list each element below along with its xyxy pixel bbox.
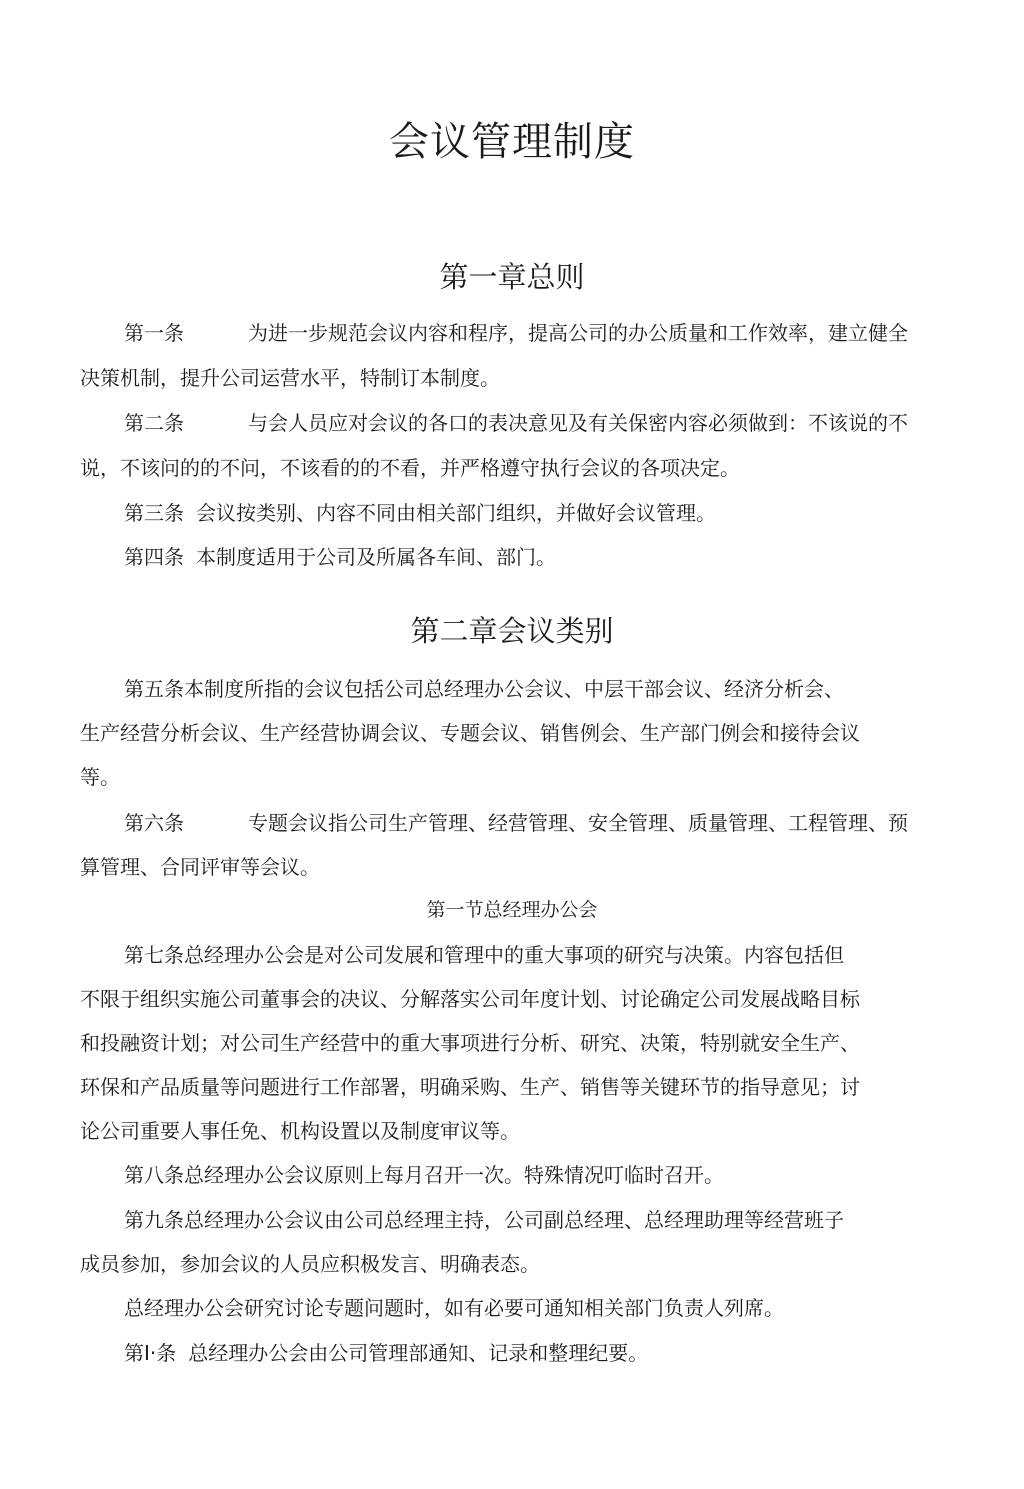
article-3-label: 第三条 (124, 501, 184, 525)
article-8: 第八条总经理办公会议原则上每月召开一次。特殊情况叮临时召开。 (124, 1163, 724, 1187)
article-3 (124, 498, 716, 528)
article-5-line-1: 第五条本制度所指的会议包括公司总经理办公会议、中层干部会议、经济分析会、 (124, 677, 844, 701)
article-2-line-1 (124, 408, 908, 438)
article-1-label: 第一条 (124, 321, 184, 345)
article-6-line-2: 算管理、合同评审等会议。 (80, 855, 320, 879)
article-7-line-1: 第七条总经理办公会是对公司发展和管理中的重大事项的研究与决策。内容包括但 (124, 943, 844, 967)
article-9-line-2: 成员参加，参加会议的人员应积极发言、明确表态。 (80, 1252, 540, 1276)
article-1-text: 为进一步规范会议内容和程序，提高公司的办公质量和工作效率，建立健全 (248, 321, 908, 345)
article-9-line-1: 第九条总经理办公会议由公司总经理主持，公司副总经理、总经理助理等经营班子 (124, 1208, 844, 1232)
chapter-1-title: 第一章总则 (439, 260, 585, 294)
article-10-label: 第I·条 (124, 1341, 177, 1365)
article-3-text: 会议按类别、内容不同由相关部门组织，并做好会议管理。 (196, 501, 716, 525)
article-4-label: 第四条 (124, 545, 184, 569)
article-6-line-1 (124, 808, 908, 838)
article-1-line-1 (124, 318, 908, 348)
article-6-label: 第六条 (124, 811, 184, 835)
article-2-line-2: 说，不该问的的不问，不该看的的不看，并严格遵守执行会议的各项决定。 (80, 456, 740, 480)
article-7-line-3: 和投融资计划；对公司生产经营中的重大事项进行分析、研究、决策，特别就安全生产、 (80, 1031, 860, 1055)
document-title: 会议管理制度 (389, 119, 635, 165)
article-4 (124, 542, 556, 572)
article-4-text: 本制度适用于公司及所属各车间、部门。 (196, 545, 556, 569)
chapter-2-title: 第二章会议类别 (410, 614, 614, 648)
article-2-label: 第二条 (124, 411, 184, 435)
section-1-title: 第一节总经理办公会 (426, 899, 598, 921)
article-5-line-3: 等。 (80, 765, 120, 789)
article-1-line-2: 决策机制，提升公司运营水平，特制订本制度。 (80, 366, 500, 390)
article-7-line-2: 不限于组织实施公司董事会的决议、分解落实公司年度计划、讨论确定公司发展战略目标 (80, 987, 860, 1011)
article-10 (124, 1338, 648, 1368)
article-10-text: 总经理办公会由公司管理部通知、记录和整理纪要。 (188, 1341, 649, 1365)
article-6-text: 专题会议指公司生产管理、经营管理、安全管理、质量管理、工程管理、预 (248, 811, 908, 835)
article-7-line-5: 论公司重要人事任免、机构设置以及制度审议等。 (80, 1119, 520, 1143)
article-5-line-2: 生产经营分析会议、生产经营协调会议、专题会议、销售例会、生产部门例会和接待会议 (80, 721, 860, 745)
article-9-note: 总经理办公会研究讨论专题问题时，如有必要可通知相关部门负责人列席。 (124, 1296, 784, 1320)
article-2-text: 与会人员应对会议的各口的表决意见及有关保密内容必须做到：不该说的不 (248, 411, 908, 435)
article-7-line-4: 环保和产品质量等问题进行工作部署，明确采购、生产、销售等关键环节的指导意见；讨 (80, 1075, 860, 1099)
